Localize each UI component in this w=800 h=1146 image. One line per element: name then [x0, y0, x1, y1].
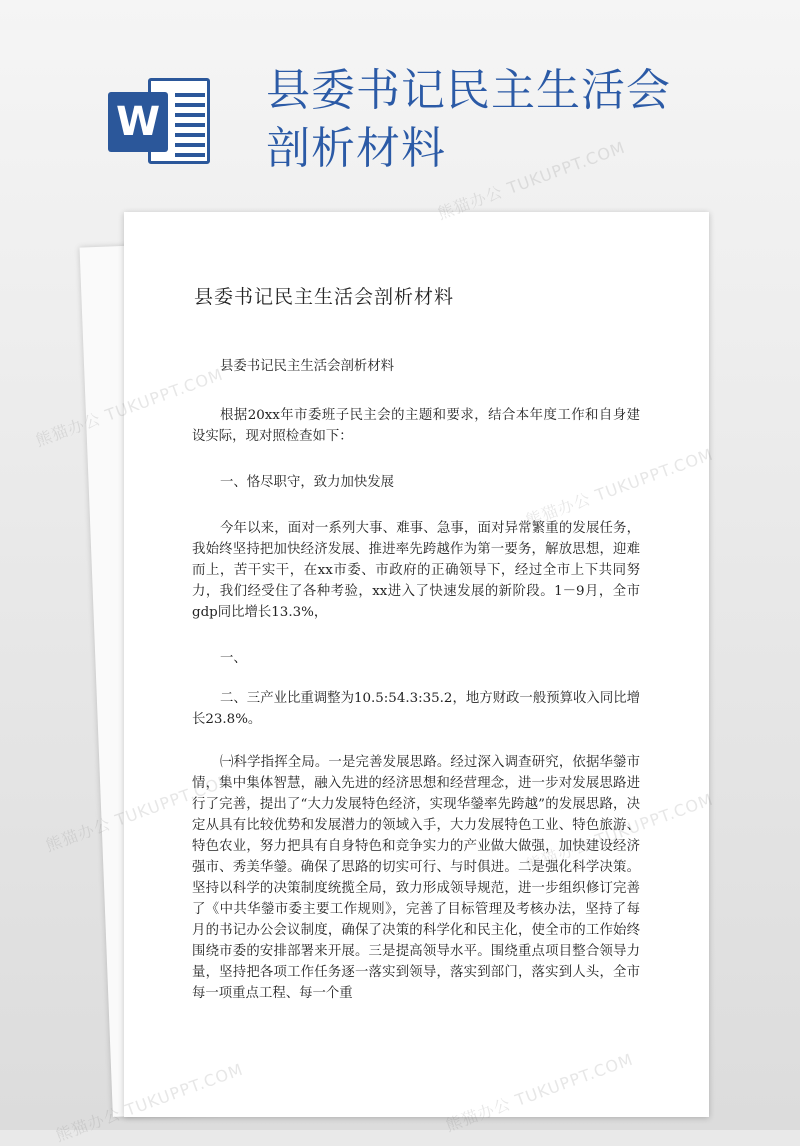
- paragraph-section-heading: 一、恪尽职守，致力加快发展: [220, 475, 395, 490]
- paragraph-overview: 今年以来，面对一系列大事、难事、急事，面对异常繁重的发展任务，我始终坚持把加快经济发展、推进率先跨越作为第一要务，解放思想，迎难而上，苦干实干，在xx市委、市政府的正确领导下，经过全市上下共同努力，我们经受住了各种考验，xx进入了快速发展的新阶段。1－9月，全市gdp同比增长13.3%，: [192, 521, 640, 620]
- paragraph-subtitle: 县委书记民主生活会剖析材料: [220, 359, 395, 374]
- word-w-badge: W: [108, 92, 168, 152]
- document-page: [124, 212, 709, 1117]
- paragraph-numeral: 一、: [220, 651, 247, 666]
- word-document-icon: [108, 74, 218, 170]
- paragraph-command: ㈠科学指挥全局。一是完善发展思路。经过深入调查研究，依据华鎣市情，集中集体智慧，融入先进的经济思想和经营理念，进一步对发展思路进行了完善，提出了“大力发展特色经济，实现华鎣率先跨越”的发展思路，决定从具有比较优势和发展潜力的领域入手，大力发展特色工业、特色旅游、特色农业，努力把具有自身特色和竞争实力的产业做大做强，加快建设经济强市、秀美华鎣。确保了思路的切实可行、与时俱进。二是强化科学决策。坚持以科学的决策制度统揽全局，致力形成领导规范，进一步组织修订完善了《中共华鎣市委主要工作规则》，完善了目标管理及考核办法，坚持了每月的书记办公会议制度，确保了决策的科学化和民主化，使全市的工作始终围绕市委的安排部署来开展。三是提高领导水平。围绕重点项目整合领导力量，坚持把各项工作任务逐一落实到领导，落实到部门，落实到人头，全市每一项重点工程、每一个重: [192, 755, 640, 1001]
- paragraph-intro: 根据20xx年市委班子民主会的主题和要求，结合本年度工作和自身建设实际，现对照检查如下：: [192, 408, 640, 444]
- page-title: 县委书记民主生活会剖析材料: [266, 65, 671, 174]
- document-heading: 县委书记民主生活会剖析材料: [194, 286, 455, 308]
- paragraph-industry-ratio: 二、三产业比重调整为10.5:54.3:35.2，地方财政一般预算收入同比增长23.8%。: [192, 691, 640, 727]
